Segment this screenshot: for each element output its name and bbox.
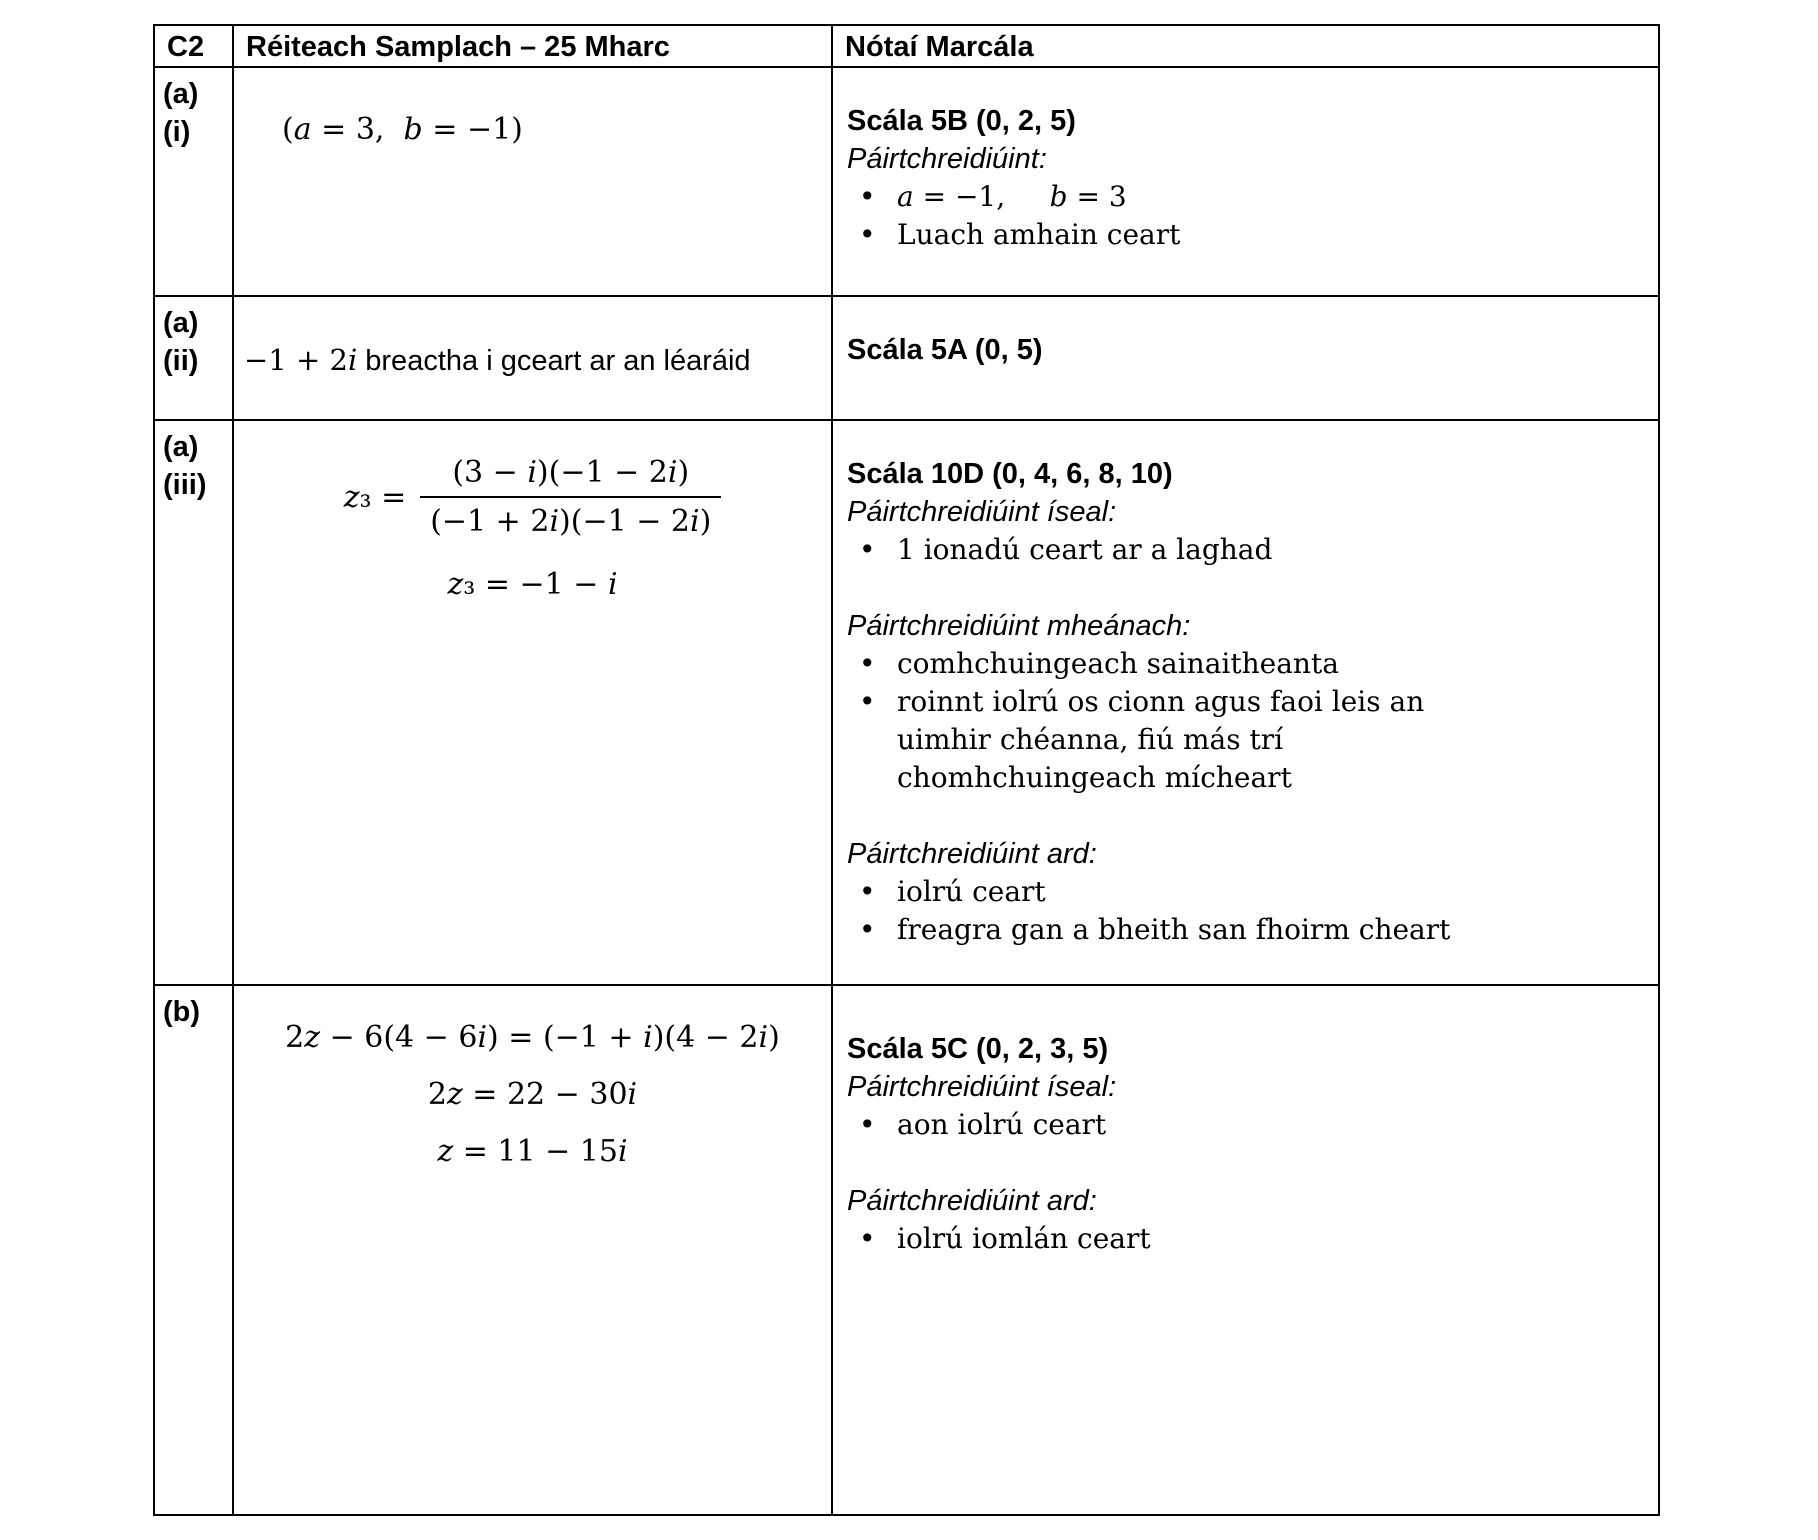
bullet-icon: • (859, 218, 876, 251)
part-label-line: (a) (163, 307, 199, 339)
result-equation: z₃ = −1 − i (447, 567, 618, 602)
bullet-icon: • (859, 180, 876, 213)
header-notes-title: Nótaí Marcála (833, 26, 1658, 68)
notes-cell-a-ii (833, 297, 1658, 421)
part-label-line: (b) (163, 996, 201, 1028)
bullet-icon: • (859, 685, 876, 718)
part-label-line: (iii) (163, 469, 207, 501)
part-label-a-ii (155, 297, 234, 421)
fraction-equation (234, 455, 831, 539)
part-label-line: (ii) (163, 345, 199, 377)
solution-a-ii-math: −1 + 2i (244, 343, 358, 377)
list-item (847, 683, 1642, 797)
bullet-icon: • (859, 913, 876, 946)
bullet-icon: • (859, 875, 876, 908)
notes-cell-b (833, 986, 1658, 1514)
solution-cell-b (234, 986, 833, 1514)
bullet-icon: • (859, 533, 876, 566)
fraction-numerator: (3 − i)(−1 − 2i) (420, 455, 721, 498)
fraction (420, 455, 721, 539)
bullet-text: Luach amhain ceart (897, 218, 1181, 251)
equation-line: z = 11 − 15i (437, 1134, 628, 1169)
solution-a-ii-text: breactha i gceart ar an léaráid (357, 345, 751, 377)
header-solution-title: Réiteach Samplach – 25 Mharc (234, 26, 833, 68)
scale-a-iii: Scála 10D (0, 4, 6, 8, 10) (847, 458, 1173, 490)
list-item (847, 1220, 1642, 1258)
bullet-text: aon iolrú ceart (897, 1108, 1107, 1141)
header-question-code: C2 (155, 26, 234, 68)
partial-credit-low-heading: Páirtchreidiúint íseal: (847, 1071, 1117, 1103)
part-label-line: (a) (163, 431, 199, 463)
part-label-line: (i) (163, 116, 191, 148)
part-label-a-iii (155, 421, 234, 986)
list-item (847, 645, 1642, 683)
partial-credit-high-heading: Páirtchreidiúint ard: (847, 838, 1097, 870)
notes-cell-a-iii (833, 421, 1658, 986)
list-item (847, 873, 1642, 911)
solution-cell-a-iii (234, 421, 833, 986)
part-label-a-i (155, 68, 234, 297)
bullet-icon: • (859, 647, 876, 680)
notes-cell-a-i (833, 68, 1658, 297)
list-item (847, 216, 1642, 254)
bullet-text: iolrú ceart (897, 875, 1046, 908)
partial-credit-heading: Páirtchreidiúint: (847, 143, 1047, 175)
scale-b: Scála 5C (0, 2, 3, 5) (847, 1033, 1109, 1065)
partial-credit-low-heading: Páirtchreidiúint íseal: (847, 496, 1117, 528)
partial-credit-high-heading: Páirtchreidiúint ard: (847, 1185, 1097, 1217)
bullet-text: comhchuingeach sainaitheanta (897, 647, 1339, 680)
list-item (847, 911, 1642, 949)
bullet-icon: • (859, 1108, 876, 1141)
solution-cell-a-ii (234, 297, 833, 421)
part-label-b (155, 986, 234, 1514)
list-item (847, 178, 1642, 216)
list-item (847, 531, 1642, 569)
scale-a-i: Scála 5B (0, 2, 5) (847, 105, 1076, 137)
bullet-text: freagra gan a bheith san fhoirm cheart (897, 913, 1451, 946)
bullet-text: iolrú iomlán ceart (897, 1222, 1151, 1255)
partial-credit-mid-heading: Páirtchreidiúint mheánach: (847, 610, 1191, 642)
scale-a-ii: Scála 5A (0, 5) (847, 334, 1043, 366)
list-item (847, 1106, 1642, 1144)
bullet-text: a = −1, b = 3 (897, 180, 1127, 213)
solution-cell-a-i (234, 68, 833, 297)
equation-line: 2z − 6(4 − 6i) = (−1 + i)(4 − 2i) (285, 1020, 780, 1055)
marking-scheme-table (153, 24, 1660, 1516)
fraction-denominator: (−1 + 2i)(−1 − 2i) (430, 504, 712, 539)
bullet-text: 1 ionadú ceart ar a laghad (897, 533, 1273, 566)
equation-line: 2z = 22 − 30i (427, 1077, 638, 1112)
bullet-icon: • (859, 1222, 876, 1255)
fraction-lhs: z₃ = (343, 479, 407, 515)
bullet-text: roinnt iolrú os cionn agus faoi leis an uimhir chéanna, fiú más trí chomhchuingeach mícheart (897, 685, 1425, 794)
part-label-line: (a) (163, 78, 199, 110)
solution-a-i-math: (a = 3, b = −1) (282, 112, 523, 147)
